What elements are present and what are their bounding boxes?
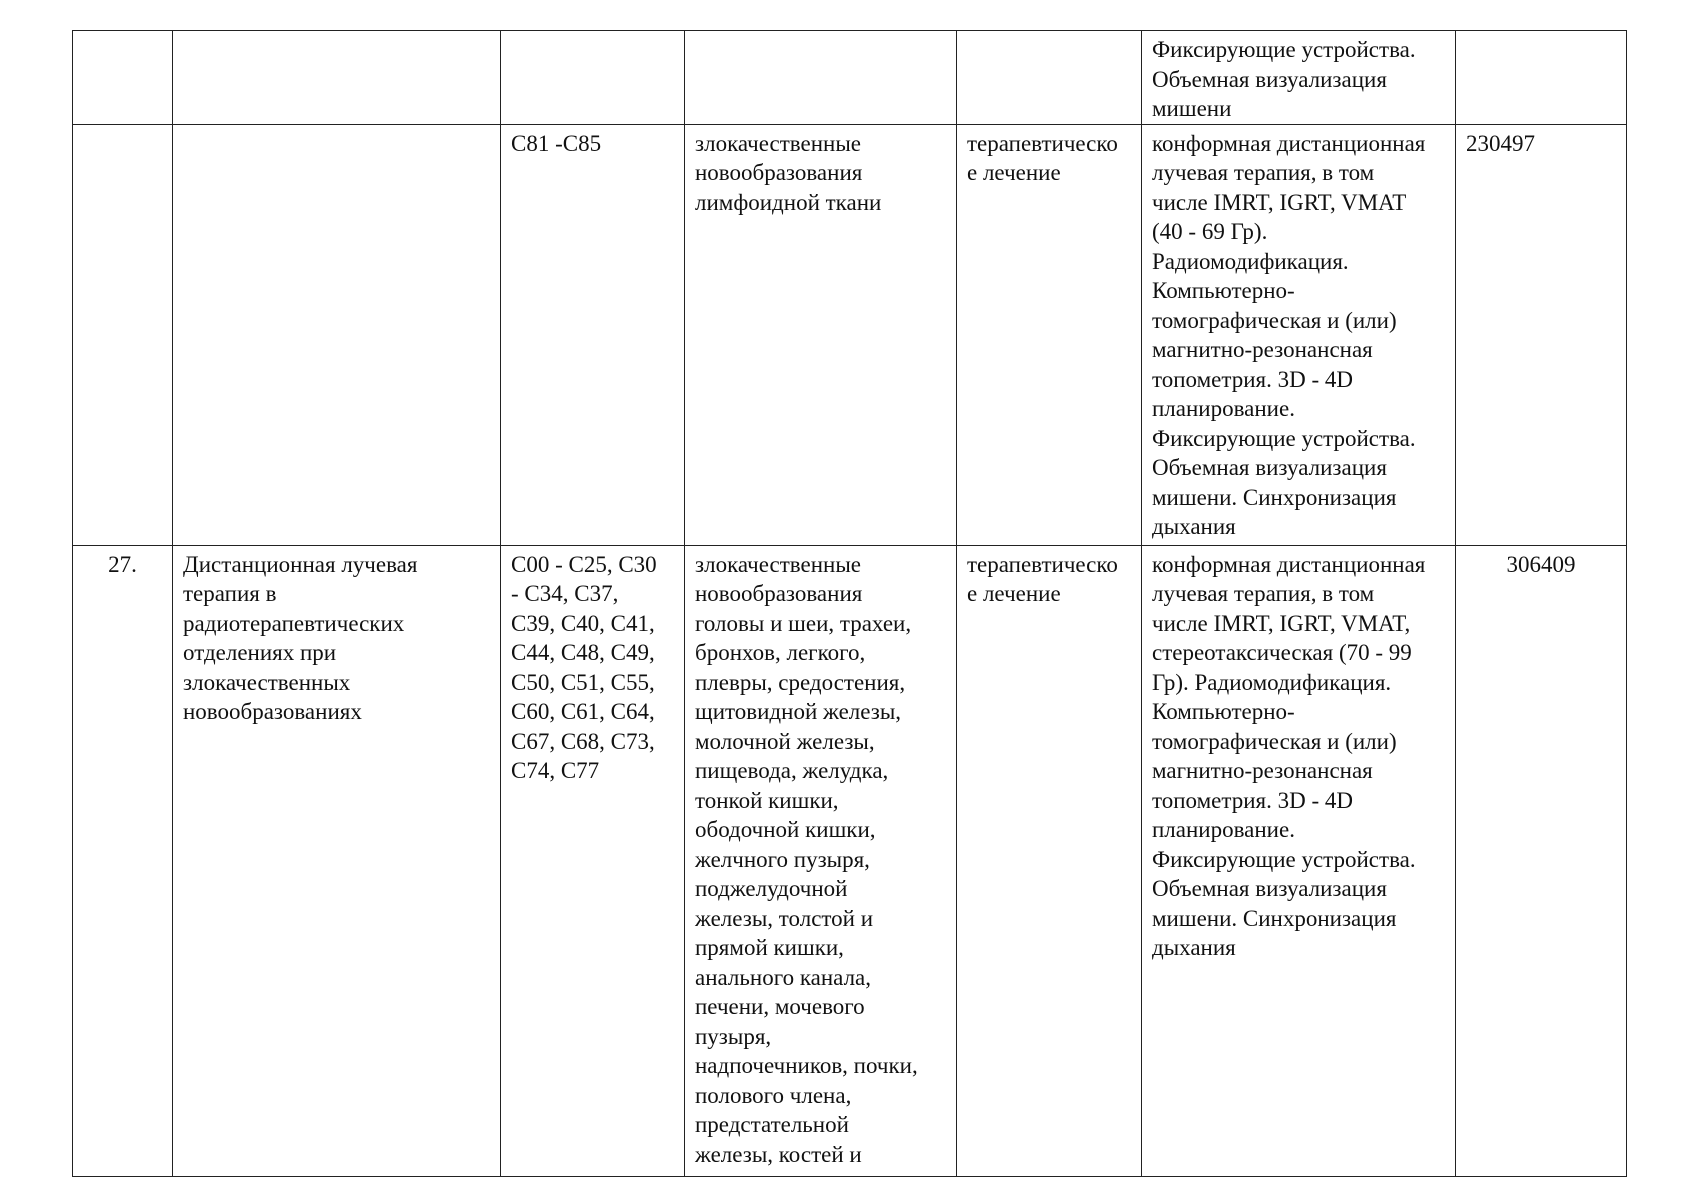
price-cell: 306409 xyxy=(1456,545,1627,1176)
tariff-table xyxy=(72,30,1627,1177)
treatment-type-cell: терапевтическо е лечение xyxy=(957,124,1142,545)
patient-model-cell xyxy=(685,31,957,125)
icd-codes-cell xyxy=(501,31,685,125)
table-row xyxy=(73,31,1627,125)
patient-model-cell: злокачественные новообразования головы и шеи, трахеи, бронхов, легкого, плевры, средостения, щитовидной железы, молочной железы, пищевода, желудка, тонкой кишки, ободочной кишки, желчного пузыря, поджелудочной железы, толстой и прямой кишки, анального канала, печени, мочевого пузыря, надпочечников, почки, полового члена, предстательной железы, костей и xyxy=(685,545,957,1176)
price-cell: 230497 xyxy=(1456,124,1627,545)
care-type-cell xyxy=(173,31,501,125)
document-page xyxy=(72,30,1626,1177)
treatment-type-cell: терапевтическо е лечение xyxy=(957,545,1142,1176)
table-row xyxy=(73,124,1627,545)
treatment-method-cell: конформная дистанционная лучевая терапия, в том числе IMRT, IGRT, VMAT, стереотаксическая (70 - 99 Гр). Радиомодификация. Компьютерно- томографическая и (или) магнитно-резонансная топометрия. 3D - 4D планирование. Фиксирующие устройства. Объемная визуализация мишени. Синхронизация дыхания xyxy=(1142,545,1456,1176)
row-number-cell xyxy=(73,31,173,125)
row-number-cell xyxy=(73,124,173,545)
patient-model-cell: злокачественные новообразования лимфоидной ткани xyxy=(685,124,957,545)
treatment-type-cell xyxy=(957,31,1142,125)
care-type-cell: Дистанционная лучевая терапия в радиотерапевтических отделениях при злокачественных новообразованиях xyxy=(173,545,501,1176)
treatment-method-cell: конформная дистанционная лучевая терапия, в том числе IMRT, IGRT, VMAT (40 - 69 Гр). Радиомодификация. Компьютерно- томографическая и (или) магнитно-резонансная топометрия. 3D - 4D планирование. Фиксирующие устройства. Объемная визуализация мишени. Синхронизация дыхания xyxy=(1142,124,1456,545)
row-number-cell: 27. xyxy=(73,545,173,1176)
treatment-method-cell: Фиксирующие устройства. Объемная визуализация мишени xyxy=(1142,31,1456,125)
icd-codes-cell: C81 -C85 xyxy=(501,124,685,545)
icd-codes-cell: C00 - C25, C30 - C34, C37, C39, C40, C41, C44, C48, C49, C50, C51, C55, C60, C61, C64, C67, C68, C73, C74, C77 xyxy=(501,545,685,1176)
care-type-cell xyxy=(173,124,501,545)
price-cell xyxy=(1456,31,1627,125)
table-row xyxy=(73,545,1627,1176)
